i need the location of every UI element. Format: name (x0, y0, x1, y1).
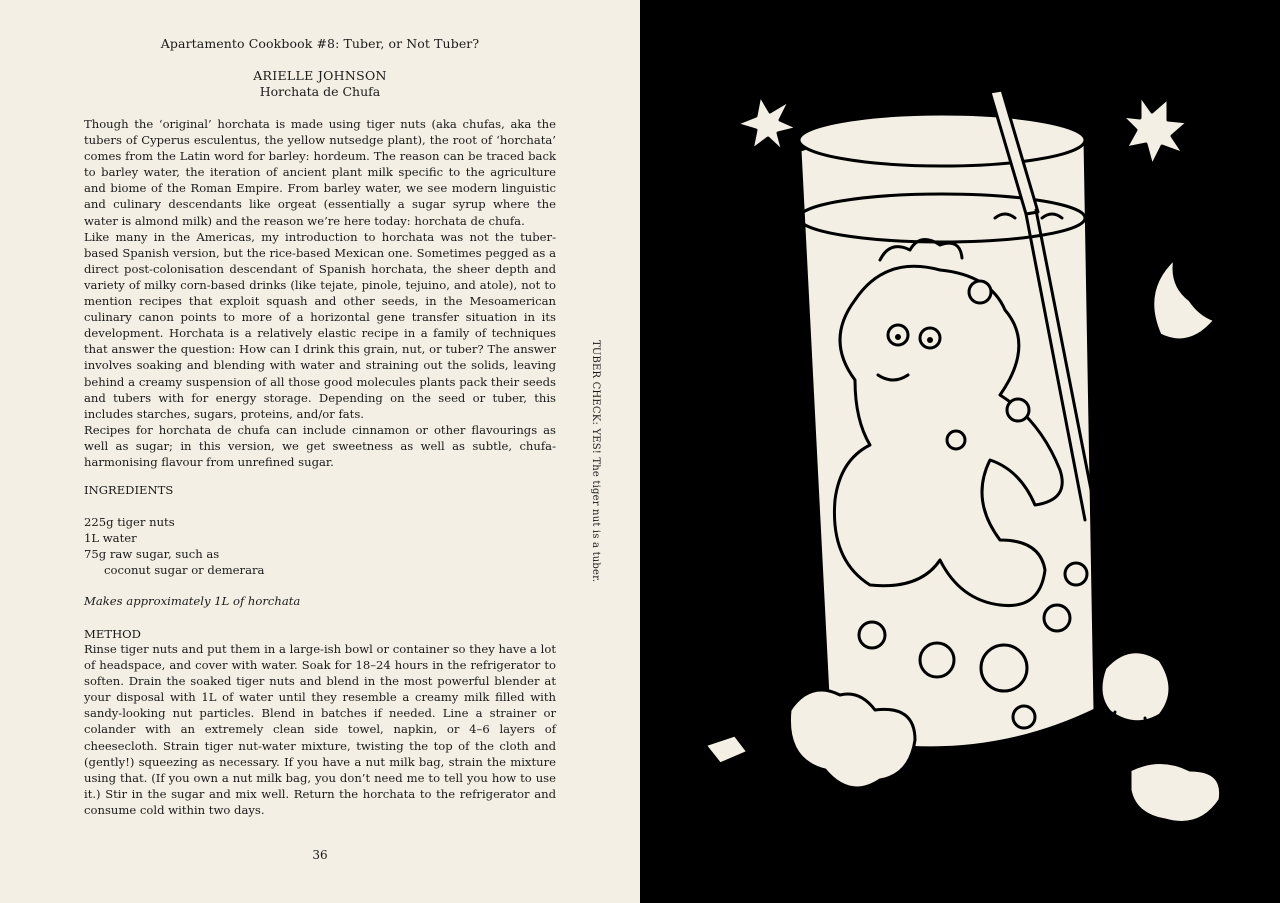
intro-paragraph: Though the ‘original’ horchata is made using tiger nuts (aka chufas, aka the tubers of Cyperus esculentus, the yellow nutsedge plant), the root of ‘horchata’ comes from the Latin word for barley: hordeum. The reason can be traced back to barley water, the iteration of ancient plant milk specific to the agriculture and biome of the Roman Empire. From barley water, we see modern linguistic and culinary descendants like orgeat (essentially a sugar syrup where the water is almond milk) and the reason we’re here today: horchata de chufa. (84, 117, 556, 228)
right-page (640, 0, 1280, 903)
intro-text (84, 116, 556, 470)
author-name: ARIELLE JOHNSON (253, 68, 387, 83)
method-text: Rinse tiger nuts and put them in a large-ish bowl or container so they have a lot of headspace, and cover with water. Soak for 18–24 hours in the refrigerator to soften. Drain the soaked tiger nuts and blend in the most powerful blender at your disposal with 1L of water until they resemble a creamy milk filled with sandy-looking nut particles. Blend in batches if needed. Line a strainer or colander with an extremely clean side towel, napkin, or 4–6 layers of cheesecloth. Strain tiger nut-water mixture, twisting the top of the cloth and (gently!) squeezing as necessary. If you have a nut milk bag, strain the mixture using that. (If you own a nut milk bag, you don’t need me to tell you how to use it.) Stir in the sugar and mix well. Return the horchata to the refrigerator and consume cold within two days. (84, 642, 556, 817)
intro-paragraph: Recipes for horchata de chufa can include cinnamon or other flavourings as well as sugar; in this version, we get sweetness as well as subtle, chufa-harmonising flavour from unrefined sugar. (84, 422, 556, 469)
running-head: Apartamento Cookbook #8: Tuber, or Not Tuber? (160, 36, 480, 51)
ingredient-item: 225g tiger nuts (84, 515, 175, 529)
horchata-glass-illustration (640, 0, 1280, 903)
recipe-title: Horchata de Chufa (259, 84, 381, 99)
star-creature-right (1122, 95, 1188, 166)
ingredients-list (84, 514, 384, 578)
ingredient-item: coconut sugar or demerara (104, 563, 265, 577)
ingredients-heading: INGREDIENTS (84, 483, 174, 497)
side-note: TUBER CHECK: YES! The tiger nut is a tuber. (590, 340, 601, 583)
tiger-nut-creature (1130, 763, 1221, 823)
star-creature-left (736, 95, 798, 152)
page-number: 36 (312, 848, 328, 862)
ingredient-item: 75g raw sugar, such as (84, 547, 220, 561)
intro-paragraph: Like many in the Americas, my introduction to horchata was not the tuber-based Spanish version, but the rice-based Mexican one. Sometimes pegged as a direct post-colonisation descendant of Spanish horchata, the sheer depth and variety of milky corn-based drinks (like tejate, pinole, tejuino, and atole), not to mention recipes that exploit squash and other seeds, in the Mesoamerican culinary canon points to more of a horizontal gene transfer situation in its development. Horchata is a relatively elastic recipe in a family of techniques that answer the question: How can I drink this grain, nut, or tuber? The answer involves soaking and blending with water and straining out the solids, leaving behind a creamy suspension of all those good molecules plants pack their seeds and tubers with for energy storage. Depending on the seed or tuber, this includes starches, sugars, proteins, and/or fats. (84, 229, 556, 421)
yield-note: Makes approximately 1L of horchata (84, 594, 301, 608)
method-heading: METHOD (84, 627, 141, 641)
tiger-nut-creature (705, 735, 748, 764)
ingredient-item: 1L water (84, 531, 137, 545)
glass-rim (799, 114, 1085, 166)
tiger-nut-creature (1101, 652, 1170, 722)
